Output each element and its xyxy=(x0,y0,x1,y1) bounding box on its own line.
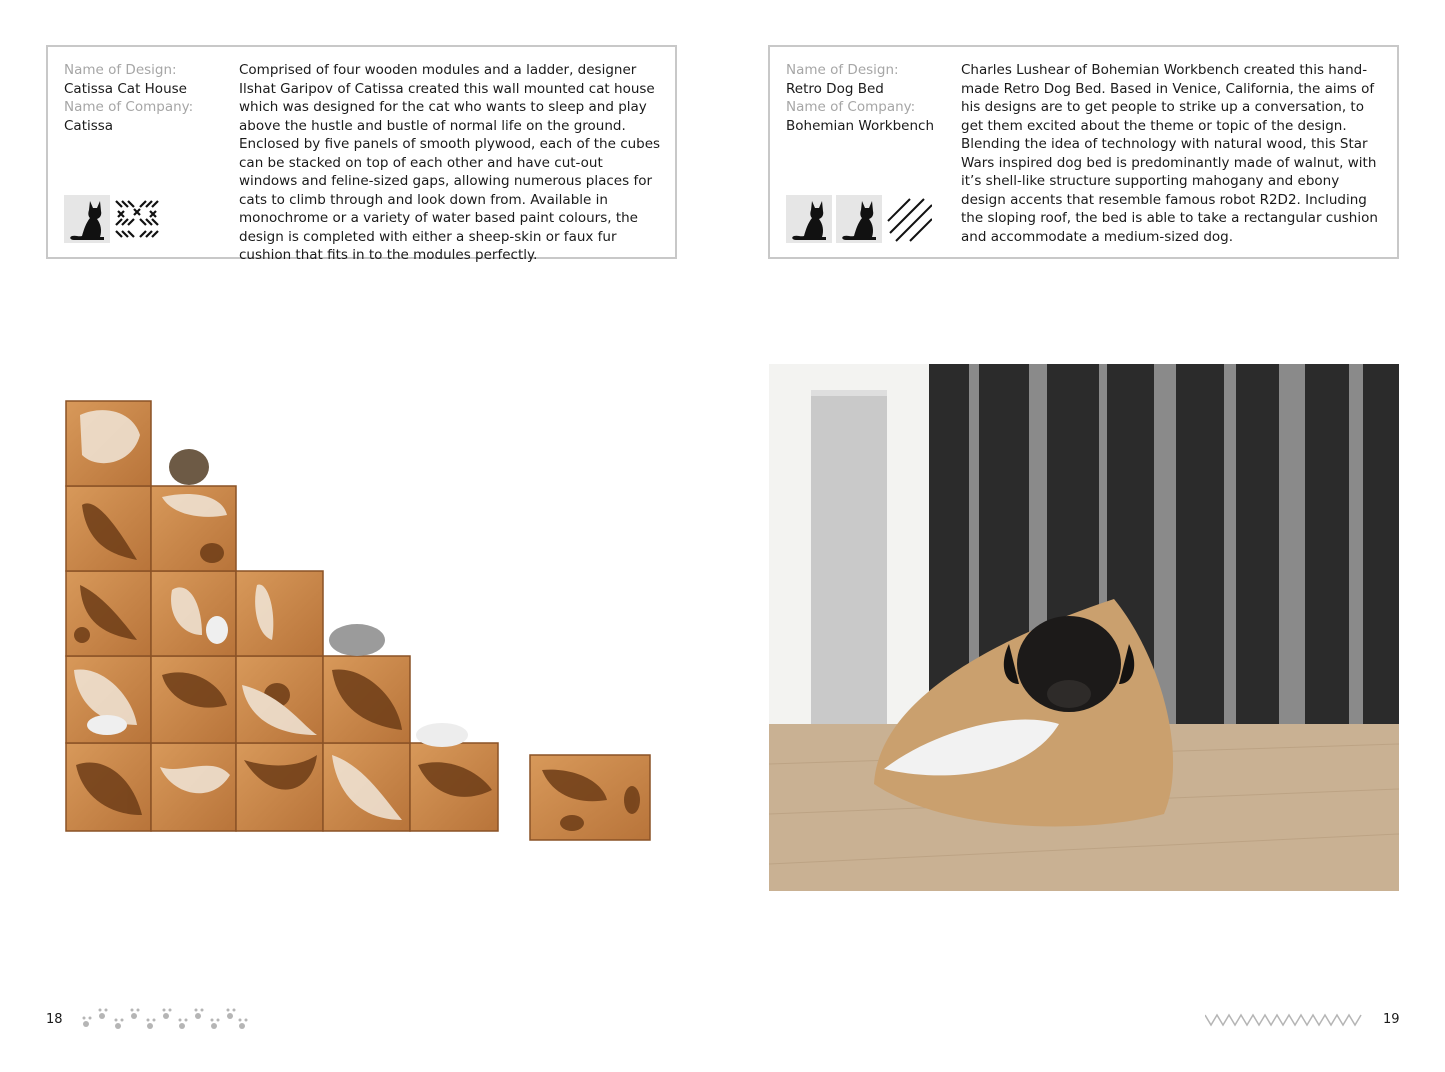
name-of-design-label: Name of Design: xyxy=(786,62,899,78)
design-description: Comprised of four wooden modules and a ladder, designer Ilshat Garipov of Catissa created this wall mounted cat house which was designed for the cat who wants to sleep and play above the hustle and bustle of normal life on the ground. Enclosed by five panels of smooth plywood, each of the cubes can be stacked on top of each other and have cut-out windows and feline-sized gaps, allowing numerous places for cats to climb through and look down from. Available in monochrome or a variety of water based paint colours, the design is completed with either a sheep-skin or faux fur cushion that fits in to the modules perfectly. xyxy=(239,62,661,263)
name-of-company-label: Name of Company: xyxy=(64,99,194,115)
name-of-design-value: Catissa Cat House xyxy=(64,80,187,97)
name-of-company-label: Name of Company: xyxy=(786,99,916,115)
cat-icon xyxy=(64,195,110,243)
name-of-design-label: Name of Design: xyxy=(64,62,177,78)
icon-row xyxy=(786,195,932,243)
design-meta xyxy=(64,61,229,135)
page-number-right: 19 xyxy=(1383,1012,1400,1027)
page-number-left: 18 xyxy=(46,1012,63,1027)
dog-bed-photo xyxy=(769,364,1399,891)
info-box-catissa xyxy=(46,45,677,263)
cat-icon xyxy=(836,195,882,243)
design-meta xyxy=(786,61,951,135)
zigzag-wave-icon xyxy=(1205,1011,1365,1029)
diagonal-lines-icon xyxy=(886,195,932,243)
cat-house-photo xyxy=(62,395,662,865)
paw-prints-icon xyxy=(80,1006,250,1034)
icon-row xyxy=(64,195,160,243)
info-box-retro-dog-bed xyxy=(768,45,1399,259)
weave-pattern-icon xyxy=(114,195,160,243)
name-of-company-value: Catissa xyxy=(64,117,114,134)
design-description: Charles Lushear of Bohemian Workbench created this hand-made Retro Dog Bed. Based in Venice, California, the aims of his designs are to get people to strike up a conversation, to get them excited about the theme or topic of the design. Blending the idea of technology with natural wood, this Star Wars inspired dog bed is predominantly made of walnut, with it’s shell-like structure supporting mahogany and ebony design accents that resemble famous robot R2D2. Including the sloping roof, the bed is able to take a rectangular cushion and accommodate a medium-sized dog. xyxy=(961,62,1378,245)
name-of-company-value: Bohemian Workbench xyxy=(786,117,934,134)
cat-icon xyxy=(786,195,832,243)
name-of-design-value: Retro Dog Bed xyxy=(786,80,884,97)
